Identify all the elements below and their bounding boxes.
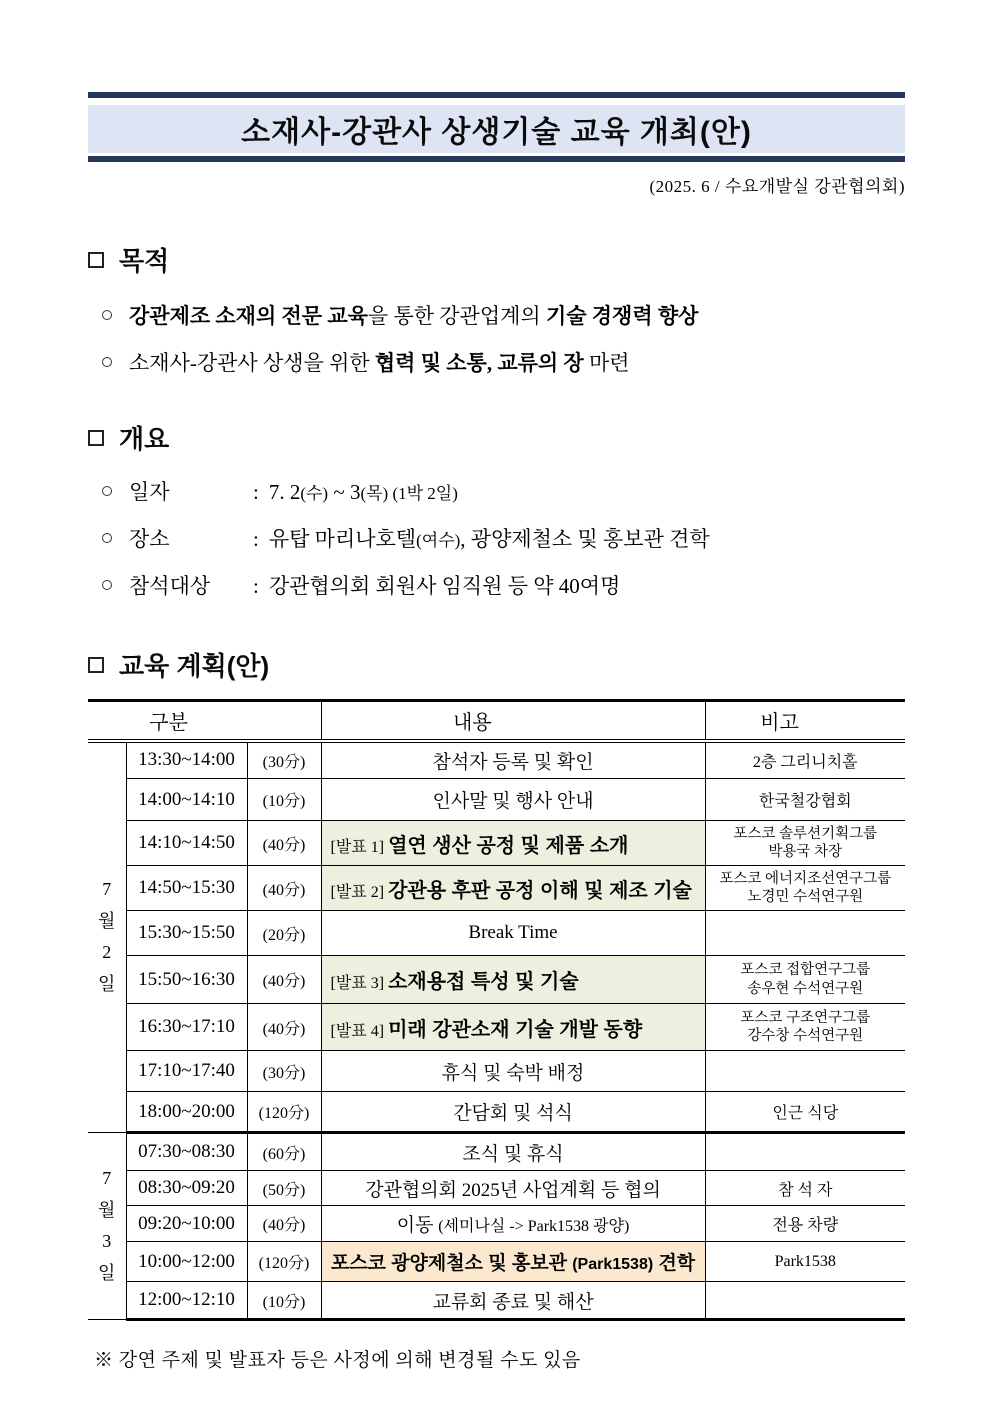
banner-band bbox=[88, 105, 905, 153]
section-plan-heading bbox=[88, 646, 905, 683]
list-item-venue bbox=[102, 523, 905, 553]
table-row-presentation-3 bbox=[88, 956, 905, 1004]
section-overview-heading bbox=[88, 419, 905, 456]
remark-cell: 인근 식당 bbox=[705, 1092, 905, 1133]
table-row bbox=[88, 741, 905, 779]
table-row bbox=[88, 911, 905, 956]
time-cell: 09:20~10:00 bbox=[126, 1206, 247, 1242]
list-item-attendees bbox=[102, 570, 905, 600]
table-row-presentation-1 bbox=[88, 821, 905, 866]
overview-attendees-text: 참석대상 : 강관협의회 회원사 임직원 등 약 40여명 bbox=[129, 574, 621, 598]
remark-cell bbox=[705, 911, 905, 956]
duration-cell: (10分) bbox=[247, 779, 321, 821]
content-cell: 참석자 등록 및 확인 bbox=[321, 741, 705, 779]
time-cell: 16:30~17:10 bbox=[126, 1004, 247, 1051]
duration-cell: (40分) bbox=[247, 1004, 321, 1051]
schedule-table bbox=[88, 699, 905, 1321]
circle-bullet-icon bbox=[102, 486, 112, 496]
duration-cell: (120分) bbox=[247, 1242, 321, 1282]
content-cell: [발표 1] 열연 생산 공정 및 제품 소개 bbox=[321, 821, 705, 866]
purpose-item-text: 강관제조 소재의 전문 교육을 통한 강관업계의 기술 경쟁력 향상 bbox=[129, 304, 699, 328]
duration-cell: (60分) bbox=[247, 1133, 321, 1171]
banner-top-rule bbox=[88, 92, 905, 98]
remark-cell: 2층 그리니치홀 bbox=[705, 741, 905, 779]
duration-cell: (40分) bbox=[247, 1206, 321, 1242]
time-cell: 14:10~14:50 bbox=[126, 821, 247, 866]
content-cell: 강관협의회 2025년 사업계획 등 협의 bbox=[321, 1171, 705, 1206]
remark-cell: 참 석 자 bbox=[705, 1171, 905, 1206]
day-cell-july-3: 7 월 3 일 bbox=[88, 1133, 126, 1320]
content-cell: 조식 및 휴식 bbox=[321, 1133, 705, 1171]
table-row bbox=[88, 1051, 905, 1092]
remark-cell bbox=[705, 1282, 905, 1320]
circle-bullet-icon bbox=[102, 357, 112, 367]
list-item-date bbox=[102, 476, 905, 506]
content-cell: [발표 2] 강관용 후판 공정 이해 및 제조 기술 bbox=[321, 866, 705, 911]
section-title-plan: 교육 계획(안) bbox=[119, 651, 270, 681]
table-row bbox=[88, 1092, 905, 1133]
time-cell: 15:50~16:30 bbox=[126, 956, 247, 1004]
remark-cell: 포스코 구조연구그룹 강수창 수석연구원 bbox=[705, 1004, 905, 1051]
time-cell: 12:00~12:10 bbox=[126, 1282, 247, 1320]
content-cell: 교류회 종료 및 해산 bbox=[321, 1282, 705, 1320]
content-cell: Break Time bbox=[321, 911, 705, 956]
content-cell: 휴식 및 숙박 배정 bbox=[321, 1051, 705, 1092]
time-cell: 10:00~12:00 bbox=[126, 1242, 247, 1282]
duration-cell: (30分) bbox=[247, 1051, 321, 1092]
content-cell: 간담회 및 석식 bbox=[321, 1092, 705, 1133]
time-cell: 14:00~14:10 bbox=[126, 779, 247, 821]
time-cell: 15:30~15:50 bbox=[126, 911, 247, 956]
table-row-presentation-4 bbox=[88, 1004, 905, 1051]
remark-cell: 포스코 접합연구그룹 송우현 수석연구원 bbox=[705, 956, 905, 1004]
checkbox-icon bbox=[88, 252, 104, 268]
table-row bbox=[88, 1133, 905, 1171]
section-purpose-heading bbox=[88, 241, 905, 278]
time-cell: 14:50~15:30 bbox=[126, 866, 247, 911]
time-cell: 07:30~08:30 bbox=[126, 1133, 247, 1171]
content-cell: [발표 3] 소재용접 특성 및 기술 bbox=[321, 956, 705, 1004]
remark-cell bbox=[705, 1133, 905, 1171]
checkbox-icon bbox=[88, 657, 104, 673]
duration-cell: (40分) bbox=[247, 956, 321, 1004]
content-cell: 이동 (세미나실 -> Park1538 광양) bbox=[321, 1206, 705, 1242]
title-banner bbox=[88, 92, 905, 162]
list-item bbox=[102, 300, 905, 330]
table-row bbox=[88, 1171, 905, 1206]
table-row-presentation-2 bbox=[88, 866, 905, 911]
remark-cell: 한국철강협회 bbox=[705, 779, 905, 821]
duration-cell: (120分) bbox=[247, 1092, 321, 1133]
column-header-content: 내용 bbox=[321, 701, 705, 741]
section-title-overview: 개요 bbox=[119, 424, 170, 454]
duration-cell: (40分) bbox=[247, 866, 321, 911]
overview-date-text: 일자 : 7. 2(수) ~ 3(목) (1박 2일) bbox=[129, 480, 458, 504]
remark-cell: 포스코 솔루션기획그룹 박용국 차장 bbox=[705, 821, 905, 866]
content-cell: 포스코 광양제철소 및 홍보관 (Park1538) 견학 bbox=[321, 1242, 705, 1282]
remark-cell: 포스코 에너지조선연구그룹 노경민 수석연구원 bbox=[705, 866, 905, 911]
table-row-tour bbox=[88, 1242, 905, 1282]
content-cell: [발표 4] 미래 강관소재 기술 개발 동향 bbox=[321, 1004, 705, 1051]
purpose-list bbox=[88, 300, 905, 377]
time-cell: 18:00~20:00 bbox=[126, 1092, 247, 1133]
remark-cell bbox=[705, 1051, 905, 1092]
circle-bullet-icon bbox=[102, 310, 112, 320]
footnote: ※ 강연 주제 및 발표자 등은 사정에 의해 변경될 수도 있음 bbox=[94, 1350, 581, 1371]
duration-cell: (10分) bbox=[247, 1282, 321, 1320]
duration-cell: (40分) bbox=[247, 821, 321, 866]
day-cell-july-2: 7 월 2 일 bbox=[88, 741, 126, 1133]
table-row bbox=[88, 1282, 905, 1320]
doc-subtitle: (2025. 6 / 수요개발실 강관협의회) bbox=[649, 177, 905, 196]
circle-bullet-icon bbox=[102, 533, 112, 543]
duration-cell: (30分) bbox=[247, 741, 321, 779]
table-row bbox=[88, 1206, 905, 1242]
banner-bottom-rule bbox=[88, 156, 905, 162]
list-item bbox=[102, 347, 905, 377]
column-header-gubun: 구분 bbox=[88, 701, 321, 741]
duration-cell: (20分) bbox=[247, 911, 321, 956]
duration-cell: (50分) bbox=[247, 1171, 321, 1206]
purpose-item-text: 소재사-강관사 상생을 위한 협력 및 소통, 교류의 장 마련 bbox=[129, 351, 630, 375]
page-title: 소재사-강관사 상생기술 교육 개최(안) bbox=[241, 116, 752, 149]
table-header-row bbox=[88, 701, 905, 741]
overview-venue-text: 장소 : 유탑 마리나호텔(여수), 광양제철소 및 홍보관 견학 bbox=[129, 527, 710, 551]
content-cell: 인사말 및 행사 안내 bbox=[321, 779, 705, 821]
checkbox-icon bbox=[88, 430, 104, 446]
circle-bullet-icon bbox=[102, 580, 112, 590]
column-header-remark: 비고 bbox=[705, 701, 905, 741]
time-cell: 13:30~14:00 bbox=[126, 741, 247, 779]
overview-list bbox=[88, 476, 905, 600]
time-cell: 17:10~17:40 bbox=[126, 1051, 247, 1092]
section-title-purpose: 목적 bbox=[119, 246, 170, 276]
remark-cell: 전용 차량 bbox=[705, 1206, 905, 1242]
time-cell: 08:30~09:20 bbox=[126, 1171, 247, 1206]
table-row bbox=[88, 779, 905, 821]
remark-cell: Park1538 bbox=[705, 1242, 905, 1282]
